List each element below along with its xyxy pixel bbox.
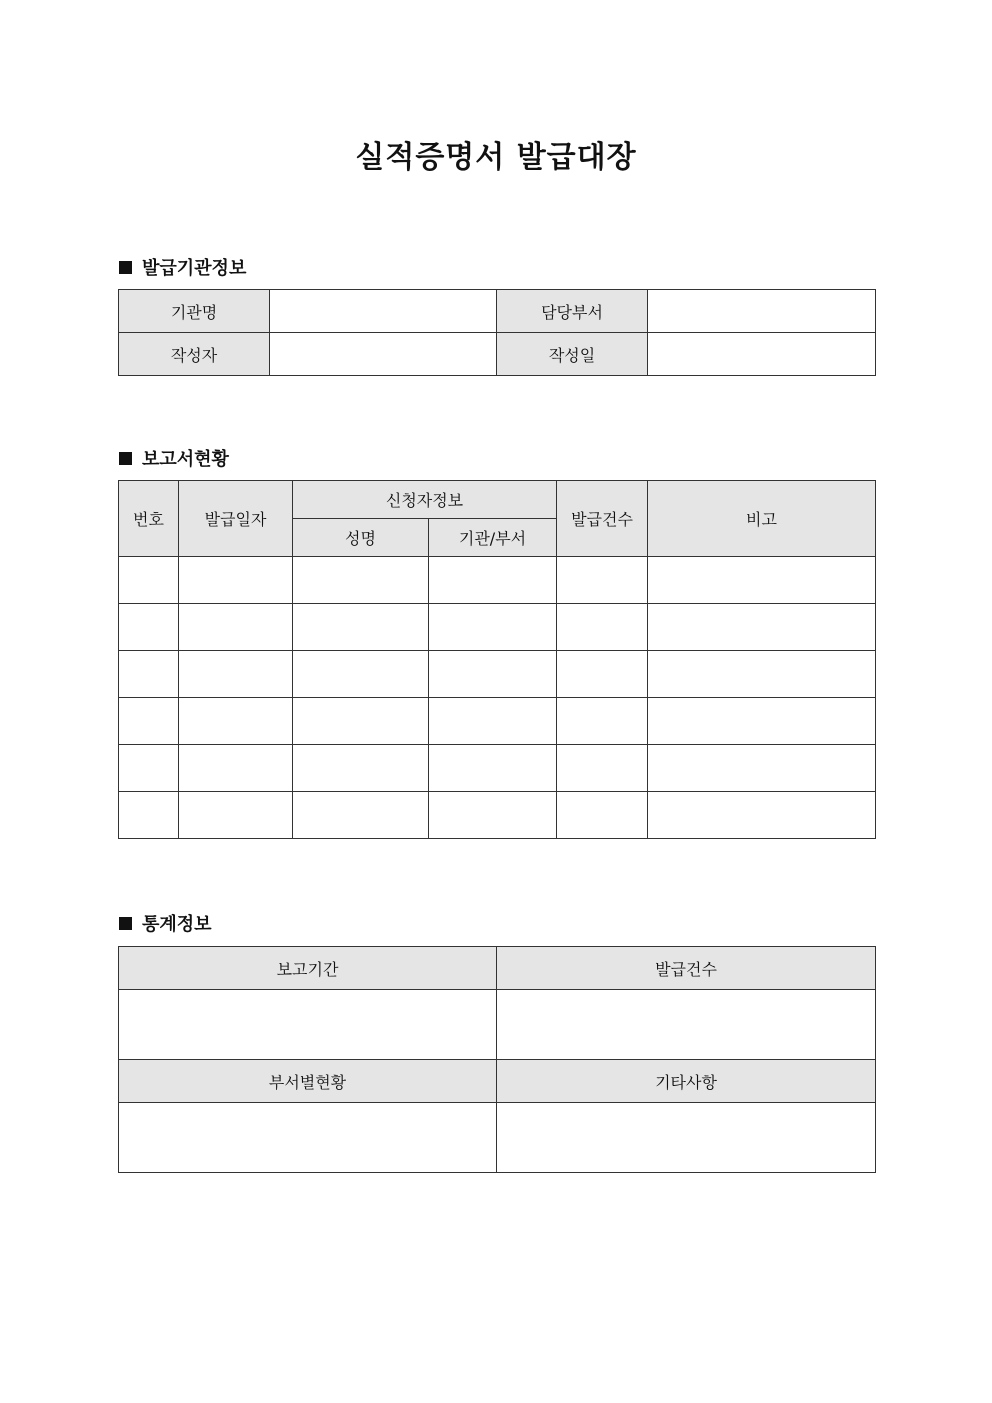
table-row [119, 698, 876, 745]
table-cell[interactable] [293, 604, 429, 651]
report-status-table [118, 480, 876, 839]
square-bullet-icon [119, 917, 132, 930]
table-row [119, 651, 876, 698]
table-cell[interactable] [179, 745, 293, 792]
table-cell[interactable] [557, 698, 648, 745]
report-heading-label: 보고서현황 [142, 449, 229, 470]
table-cell[interactable] [293, 651, 429, 698]
table-cell[interactable] [293, 698, 429, 745]
date-field[interactable] [648, 333, 876, 376]
col-header-count: 발급건수 [557, 481, 648, 557]
count-label: 발급건수 [497, 947, 876, 990]
table-cell[interactable] [179, 604, 293, 651]
department-label: 담당부서 [497, 290, 648, 333]
issuer-section-heading [119, 254, 246, 280]
col-header-note: 비고 [648, 481, 876, 557]
table-cell[interactable] [293, 792, 429, 839]
department-field[interactable] [648, 290, 876, 333]
table-cell[interactable] [557, 604, 648, 651]
author-label: 작성자 [119, 333, 270, 376]
table-cell[interactable] [429, 651, 557, 698]
stats-heading-label: 통계정보 [142, 914, 212, 935]
stats-info-table [118, 946, 876, 1173]
org-name-field[interactable] [270, 290, 497, 333]
table-cell[interactable] [429, 745, 557, 792]
table-row [119, 604, 876, 651]
count-field[interactable] [497, 990, 876, 1060]
table-cell[interactable] [557, 651, 648, 698]
by-department-field[interactable] [119, 1103, 497, 1173]
period-label: 보고기간 [119, 947, 497, 990]
col-header-name: 성명 [293, 519, 429, 557]
table-cell[interactable] [648, 557, 876, 604]
issuer-info-table [118, 289, 876, 376]
table-cell[interactable] [119, 604, 179, 651]
col-header-no: 번호 [119, 481, 179, 557]
table-cell[interactable] [119, 557, 179, 604]
table-row [119, 792, 876, 839]
author-field[interactable] [270, 333, 497, 376]
table-cell[interactable] [557, 792, 648, 839]
table-cell[interactable] [179, 651, 293, 698]
table-cell[interactable] [119, 651, 179, 698]
table-cell[interactable] [293, 745, 429, 792]
date-label: 작성일 [497, 333, 648, 376]
table-cell[interactable] [557, 745, 648, 792]
table-cell[interactable] [429, 792, 557, 839]
table-cell[interactable] [179, 792, 293, 839]
table-cell[interactable] [648, 745, 876, 792]
table-cell[interactable] [429, 698, 557, 745]
table-cell[interactable] [179, 557, 293, 604]
other-field[interactable] [497, 1103, 876, 1173]
table-row [119, 557, 876, 604]
col-header-applicant: 신청자정보 [293, 481, 557, 519]
table-cell[interactable] [119, 792, 179, 839]
stats-section-heading [119, 910, 212, 936]
table-row [119, 745, 876, 792]
table-cell[interactable] [429, 604, 557, 651]
col-header-issue-date: 발급일자 [179, 481, 293, 557]
col-header-org-dept: 기관/부서 [429, 519, 557, 557]
issuer-heading-label: 발급기관정보 [142, 258, 247, 279]
table-cell[interactable] [648, 604, 876, 651]
table-cell[interactable] [179, 698, 293, 745]
report-section-heading [119, 445, 229, 471]
table-cell[interactable] [119, 745, 179, 792]
org-name-label: 기관명 [119, 290, 270, 333]
square-bullet-icon [119, 452, 132, 465]
table-cell[interactable] [119, 698, 179, 745]
table-cell[interactable] [429, 557, 557, 604]
table-cell[interactable] [293, 557, 429, 604]
table-cell[interactable] [648, 651, 876, 698]
table-cell[interactable] [557, 557, 648, 604]
document-title: 실적증명서 발급대장 [355, 140, 637, 175]
table-cell[interactable] [648, 792, 876, 839]
by-department-label: 부서별현황 [119, 1060, 497, 1103]
period-field[interactable] [119, 990, 497, 1060]
table-cell[interactable] [648, 698, 876, 745]
square-bullet-icon [119, 261, 132, 274]
other-label: 기타사항 [497, 1060, 876, 1103]
